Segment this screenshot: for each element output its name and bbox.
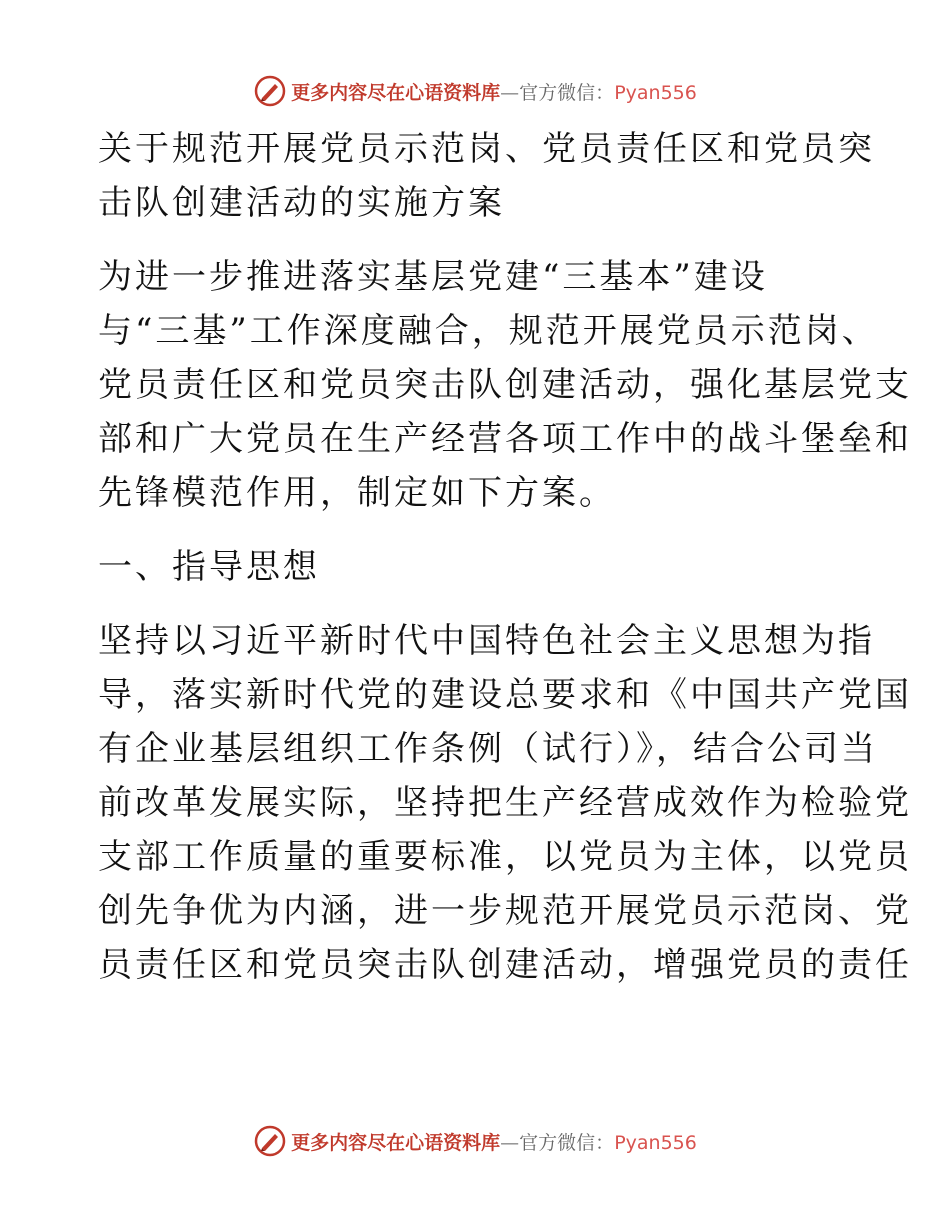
watermark-footer [0, 1121, 950, 1161]
watermark-text [291, 78, 697, 105]
watermark-brand: 更多内容尽在心语资料库 [291, 1131, 501, 1154]
document-body [98, 122, 912, 992]
paragraph-line: 导，落实新时代党的建设总要求和《中国共产党国 [98, 675, 912, 715]
paragraph-line: 创先争优为内涵，进一步规范开展党员示范岗、党 [98, 891, 912, 931]
guiding-ideology-paragraph [98, 614, 912, 992]
section-heading: 一、指导思想 [98, 547, 320, 587]
paragraph-line: 有企业基层组织工作条例（试行）》，结合公司当 [98, 729, 878, 769]
paragraph-line: 员责任区和党员突击队创建活动，增强党员的责任 [98, 945, 912, 985]
document-title [98, 122, 875, 230]
paragraph-line: 为进一步推进落实基层党建“三基本”建设 [98, 257, 768, 297]
paragraph-line: 部和广大党员在生产经营各项工作中的战斗堡垒和 [98, 419, 912, 459]
watermark-official: 官方微信： [519, 1131, 615, 1154]
paragraph-line: 前改革发展实际，坚持把生产经营成效作为检验党 [98, 783, 912, 823]
watermark-text [291, 1128, 697, 1155]
paragraph-line: 与“三基”工作深度融合，规范开展党员示范岗、 [98, 311, 879, 351]
paragraph-line: 先锋模范作用，制定如下方案。 [98, 473, 616, 513]
pen-logo-icon [253, 1124, 287, 1158]
watermark-header [0, 71, 950, 111]
watermark-dash: — [500, 81, 520, 104]
title-line: 击队创建活动的实施方案 [98, 183, 505, 223]
pen-logo-icon [253, 74, 287, 108]
intro-paragraph [98, 250, 912, 520]
paragraph-line: 坚持以习近平新时代中国特色社会主义思想为指 [98, 621, 875, 661]
watermark-dash: — [500, 1131, 520, 1154]
watermark-official: 官方微信： [519, 81, 615, 104]
paragraph-line: 支部工作质量的重要标准，以党员为主体，以党员 [98, 837, 912, 877]
watermark-brand: 更多内容尽在心语资料库 [291, 81, 501, 104]
title-line: 关于规范开展党员示范岗、党员责任区和党员突 [98, 129, 875, 169]
watermark-wechat-id: Pyan556 [614, 81, 697, 104]
paragraph-line: 党员责任区和党员突击队创建活动，强化基层党支 [98, 365, 912, 405]
watermark-wechat-id: Pyan556 [614, 1131, 697, 1154]
